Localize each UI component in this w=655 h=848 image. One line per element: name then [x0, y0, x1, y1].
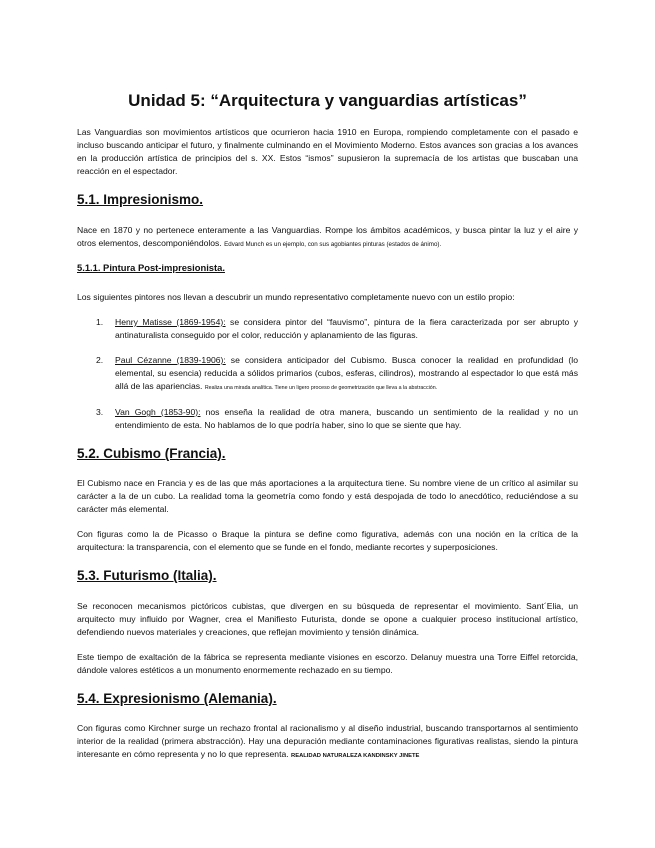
heading-futurismo: 5.3. Futurismo (Italia). [77, 568, 217, 583]
list-item [96, 354, 578, 395]
expresionismo-note: REALIDAD NATURALEZA KANDINSKY JINETE [291, 753, 420, 759]
futurismo-paragraph-1: Se reconocen mecanismos pictóricos cubistas, que divergen en su búsqueda de representar el movimiento. Sant´Elia, un arquitecto muy influido por Wagner, crea el Manifiesto Futurista, donde se opone a cualquier proceso institucional artístico, defendiendo nuevos materiales y creaciones, que reflejan movimiento y tensión dinámica. [77, 601, 578, 637]
impresionismo-paragraph [77, 224, 578, 251]
painter-description: nos enseña la realidad de otra manera, buscando un sentimiento de la realidad y no un entendimiento de esta. No hablamos de lo que podría haber, sino lo que se siente que hay. [115, 407, 578, 430]
heading-cubismo: 5.2. Cubismo (Francia). [77, 446, 226, 461]
list-number: 2. [96, 355, 104, 365]
impresionismo-note: Edvard Munch es un ejemplo, con sus agobiantes pinturas (estados de ánimo). [224, 241, 442, 248]
intro-paragraph: Las Vanguardias son movimientos artísticos que ocurrieron hacia 1910 en Europa, rompiendo completamente con el pasado e incluso buscando anticipar el futuro, y finalmente culminando en el Movimiento Moderno. Estos avances son gracias a los avances en la producción artística de principios del s. XX. Estos “ismos” supusieron la supremacía de los artistas que buscaban una reacción en el espectador. [77, 127, 578, 176]
list-number: 3. [96, 407, 104, 417]
list-item [96, 316, 578, 342]
futurismo-paragraph-2: Este tiempo de exaltación de la fábrica se representa mediante visiones en escorzo. Delanuy muestra una Torre Eiffel retorcida, dándole valores estéticos a un monumento enormemente rechazado en su tiempo. [77, 652, 578, 675]
list-text [115, 354, 578, 395]
list-number: 1. [96, 317, 104, 327]
list-text [115, 316, 578, 342]
painter-name: Van Gogh (1853-90): [115, 407, 201, 417]
cubismo-paragraph-1: El Cubismo nace en Francia y es de las que más aportaciones a la arquitectura tiene. Su nombre viene de un crítico al asimilar su carácter a la de un cubo. La realidad toma la geometría como fondo y está despojada de todo lo anecdótico, reduciéndose a su carácter más elemental. [77, 478, 578, 514]
page-title: Unidad 5: “Arquitectura y vanguardias artísticas” [128, 91, 527, 110]
post-impresionista-intro: Los siguientes pintores nos llevan a descubrir un mundo representativo completamente nuevo con un estilo propio: [77, 292, 515, 302]
heading-impresionismo: 5.1. Impresionismo. [77, 192, 204, 207]
list-text [115, 406, 578, 432]
heading-post-impresionista: 5.1.1. Pintura Post-impresionista. [77, 262, 225, 273]
expresionismo-text: Con figuras como Kirchner surge un rechazo frontal al racionalismo y al diseño industrial, buscando transportarnos al sentimiento interior de la realidad (primera abstracción). Hay una depuración mediante contaminaciones figurativas realistas, siendo la pintura interesante en cómo representa y no lo que representa. [77, 723, 578, 759]
painter-name: Paul Cézanne (1839-1906): [115, 355, 226, 365]
painter-note: Realiza una mirada analítica. Tiene un ligero proceso de geometrización que lleva a la abstracción. [204, 385, 438, 391]
impresionismo-text: Nace en 1870 y no pertenece enteramente a las Vanguardias. Rompe los ámbitos académicos, y busca pintar la luz y el aire y otros elementos, descomponiéndolos. [77, 225, 578, 248]
painter-description: se considera pintor del “fauvismo”, pintura de la fiera caracterizada por ser abrupto y antinaturalista conseguido por el color, reducción y aplanamiento de las figuras. [115, 317, 578, 340]
cubismo-paragraph-2: Con figuras como la de Picasso o Braque la pintura se define como figurativa, además con una noción en la crítica de la arquitectura: la transparencia, con el elemento que se funde en el fondo, mediante recortes y superposiciones. [77, 529, 578, 552]
painter-name: Henry Matisse (1869-1954): [115, 317, 226, 327]
expresionismo-paragraph [77, 722, 578, 763]
painter-description: se considera anticipador del Cubismo. Busca conocer la realidad en profundidad (lo elemental, su esencia) reducida a sólidos primarios (cubos, esferas, cilindros), mostrando al espectador lo que está más allá de las apariencias. [115, 355, 578, 391]
list-item [96, 406, 578, 432]
heading-expresionismo: 5.4. Expresionismo (Alemania). [77, 691, 277, 706]
